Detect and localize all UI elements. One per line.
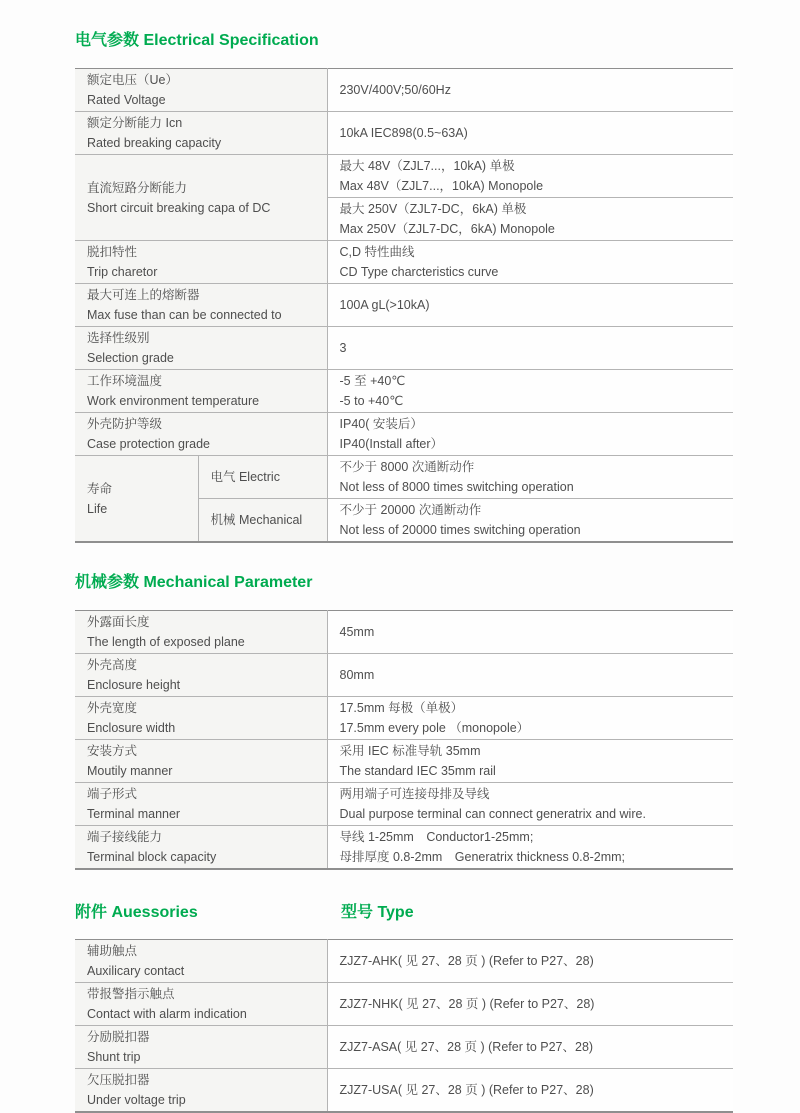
label-zh: 额定分断能力 Icn: [87, 116, 183, 130]
value-line: IP40(Install after）: [339, 437, 444, 451]
spec-row-work-temp: [75, 370, 733, 413]
row-value: [327, 740, 733, 783]
mech-row-terminal-manner: [75, 783, 733, 826]
label-en: Selection grade: [87, 351, 174, 365]
label-zh: 辅助触点: [87, 944, 138, 958]
label-zh: 外露面长度: [87, 615, 150, 629]
row-value: [327, 783, 733, 826]
row-label: [75, 1069, 327, 1113]
row-label: [75, 740, 327, 783]
spec-row-case-grade: [75, 413, 733, 456]
row-sublabel: [198, 499, 327, 543]
label-en: Trip charetor: [87, 265, 158, 279]
value-line: 45mm: [339, 625, 375, 639]
row-label: [75, 155, 327, 241]
label-en: Enclosure width: [87, 721, 176, 735]
value-line: Not less of 20000 times switching operation: [339, 523, 581, 537]
label-zh: 选择性级别: [87, 331, 150, 345]
value-line: CD Type charcteristics curve: [339, 265, 499, 279]
label-zh: 外壳防护等级: [87, 417, 163, 431]
label-en: Shunt trip: [87, 1050, 141, 1064]
row-value: [327, 155, 733, 198]
row-value: [327, 499, 733, 543]
label-en: Max fuse than can be connected to: [87, 308, 282, 322]
electrical-spec-table: [75, 68, 733, 543]
row-value: [327, 284, 733, 327]
label-zh: 端子形式: [87, 787, 138, 801]
sublabel-text: 电气 Electric: [210, 470, 280, 484]
row-label: [75, 112, 327, 155]
label-en: Short circuit breaking capa of DC: [87, 200, 271, 215]
label-en: Rated Voltage: [87, 93, 166, 107]
row-value: [327, 940, 733, 983]
label-zh: 直流短路分断能力: [87, 180, 188, 195]
row-value: [327, 983, 733, 1026]
label-en: Rated breaking capacity: [87, 136, 222, 150]
row-value: [327, 611, 733, 654]
value-line: Not less of 8000 times switching operation: [339, 480, 574, 494]
label-en: Work environment temperature: [87, 394, 260, 408]
row-label: [75, 940, 327, 983]
row-label: [75, 327, 327, 370]
label-zh: 额定电压（Ue）: [87, 73, 178, 87]
spec-row-dc-breaking: [75, 155, 733, 198]
row-value: [327, 198, 733, 241]
accessories-table: [75, 939, 733, 1113]
value-line: ZJZ7-USA( 见 27、28 页 ) (Refer to P27、28): [339, 1083, 594, 1097]
label-zh: 端子接线能力: [87, 830, 163, 844]
row-value: [327, 112, 733, 155]
row-label: [75, 654, 327, 697]
accessories-heading: 附件 Auessories: [75, 904, 198, 921]
value-line: C,D 特性曲线: [339, 245, 415, 259]
value-line: -5 to +40℃: [339, 394, 404, 408]
spec-row-max-fuse: [75, 284, 733, 327]
sublabel-text: 机械 Mechanical: [210, 513, 303, 527]
mech-row-enclosure-width: [75, 697, 733, 740]
label-en: Moutily manner: [87, 764, 173, 778]
row-label: [75, 783, 327, 826]
row-label: [75, 826, 327, 870]
label-zh: 外壳高度: [87, 658, 138, 672]
value-line: 不少于 8000 次通断动作: [339, 460, 475, 474]
label-zh: 分励脱扣器: [87, 1030, 150, 1044]
row-value: [327, 370, 733, 413]
value-line: 10kA IEC898(0.5~63A): [339, 126, 468, 140]
row-label: [75, 370, 327, 413]
value-line: IP40( 安装后）: [339, 417, 423, 431]
label-en: Terminal block capacity: [87, 850, 217, 864]
type-heading: 型号 Type: [341, 904, 414, 921]
row-label: [75, 69, 327, 112]
label-zh: 外壳宽度: [87, 701, 138, 715]
value-line: 最大 48V（ZJL7...，10kA) 单极: [339, 159, 515, 173]
value-line: -5 至 +40℃: [339, 374, 406, 388]
spec-row-breaking-capacity: [75, 112, 733, 155]
row-value: [327, 327, 733, 370]
spec-row-trip: [75, 241, 733, 284]
value-line: Max 250V（ZJL7-DC，6kA) Monopole: [339, 222, 555, 236]
row-value: [327, 1026, 733, 1069]
acc-row-uv-trip: [75, 1069, 733, 1113]
label-zh: 脱扣特性: [87, 245, 138, 259]
label-en: Enclosure height: [87, 678, 181, 692]
row-label: [75, 284, 327, 327]
row-label: [75, 241, 327, 284]
spec-row-selection: [75, 327, 733, 370]
value-line: 17.5mm 每极（单极）: [339, 701, 464, 715]
label-zh: 最大可连上的熔断器: [87, 288, 200, 302]
acc-row-shunt-trip: [75, 1026, 733, 1069]
mech-row-exposed-length: [75, 611, 733, 654]
row-value: [327, 456, 733, 499]
accessories-heading-row: [75, 903, 733, 922]
row-value: [327, 241, 733, 284]
value-line: 80mm: [339, 668, 375, 682]
value-line: 导线 1-25mm Conductor1-25mm;: [339, 830, 534, 844]
row-value: [327, 1069, 733, 1113]
row-value: [327, 654, 733, 697]
row-value: [327, 697, 733, 740]
mechanical-param-table: [75, 610, 733, 870]
value-line: 17.5mm every pole （monopole）: [339, 721, 530, 735]
value-line: 两用端子可连接母排及导线: [339, 787, 490, 801]
value-line: 230V/400V;50/60Hz: [339, 83, 451, 97]
row-value: [327, 413, 733, 456]
spec-row-life-electric: [75, 456, 733, 499]
label-zh: 寿命: [87, 481, 113, 496]
value-line: 采用 IEC 标准导轨 35mm: [339, 744, 481, 758]
row-label: [75, 983, 327, 1026]
value-line: ZJZ7-NHK( 见 27、28 页 ) (Refer to P27、28): [339, 997, 595, 1011]
label-en: Life: [87, 501, 108, 516]
row-label: [75, 1026, 327, 1069]
label-en: Under voltage trip: [87, 1093, 186, 1107]
value-line: 100A gL(>10kA): [339, 298, 430, 312]
acc-row-alarm-contact: [75, 983, 733, 1026]
label-zh: 工作环境温度: [87, 374, 163, 388]
value-line: ZJZ7-AHK( 见 27、28 页 ) (Refer to P27、28): [339, 954, 594, 968]
value-line: ZJZ7-ASA( 见 27、28 页 ) (Refer to P27、28): [339, 1040, 594, 1054]
label-en: Contact with alarm indication: [87, 1007, 247, 1021]
label-en: The length of exposed plane: [87, 635, 245, 649]
label-en: Case protection grade: [87, 437, 210, 451]
value-line: 3: [339, 341, 347, 355]
row-label: [75, 456, 198, 543]
value-line: 不少于 20000 次通断动作: [339, 503, 482, 517]
label-en: Terminal manner: [87, 807, 181, 821]
row-value: [327, 69, 733, 112]
mech-row-terminal-capacity: [75, 826, 733, 870]
value-line: Dual purpose terminal can connect generatrix and wire.: [339, 807, 646, 821]
mech-row-enclosure-height: [75, 654, 733, 697]
row-label: [75, 611, 327, 654]
value-line: 母排厚度 0.8-2mm Generatrix thickness 0.8-2mm;: [339, 850, 625, 864]
label-zh: 欠压脱扣器: [87, 1073, 150, 1087]
row-label: [75, 413, 327, 456]
label-en: Auxilicary contact: [87, 964, 185, 978]
value-line: Max 48V（ZJL7...，10kA) Monopole: [339, 179, 544, 193]
label-zh: 安装方式: [87, 744, 138, 758]
value-line: 最大 250V（ZJL7-DC，6kA) 单极: [339, 202, 527, 216]
row-sublabel: [198, 456, 327, 499]
mechanical-param-heading: 机械参数 Mechanical Parameter: [75, 574, 313, 591]
row-value: [327, 826, 733, 870]
acc-row-aux-contact: [75, 940, 733, 983]
label-zh: 带报警指示触点: [87, 987, 175, 1001]
mech-row-mounting: [75, 740, 733, 783]
electrical-spec-heading: 电气参数 Electrical Specification: [75, 32, 319, 49]
spec-row-rated-voltage: [75, 69, 733, 112]
row-label: [75, 697, 327, 740]
value-line: The standard IEC 35mm rail: [339, 764, 496, 778]
